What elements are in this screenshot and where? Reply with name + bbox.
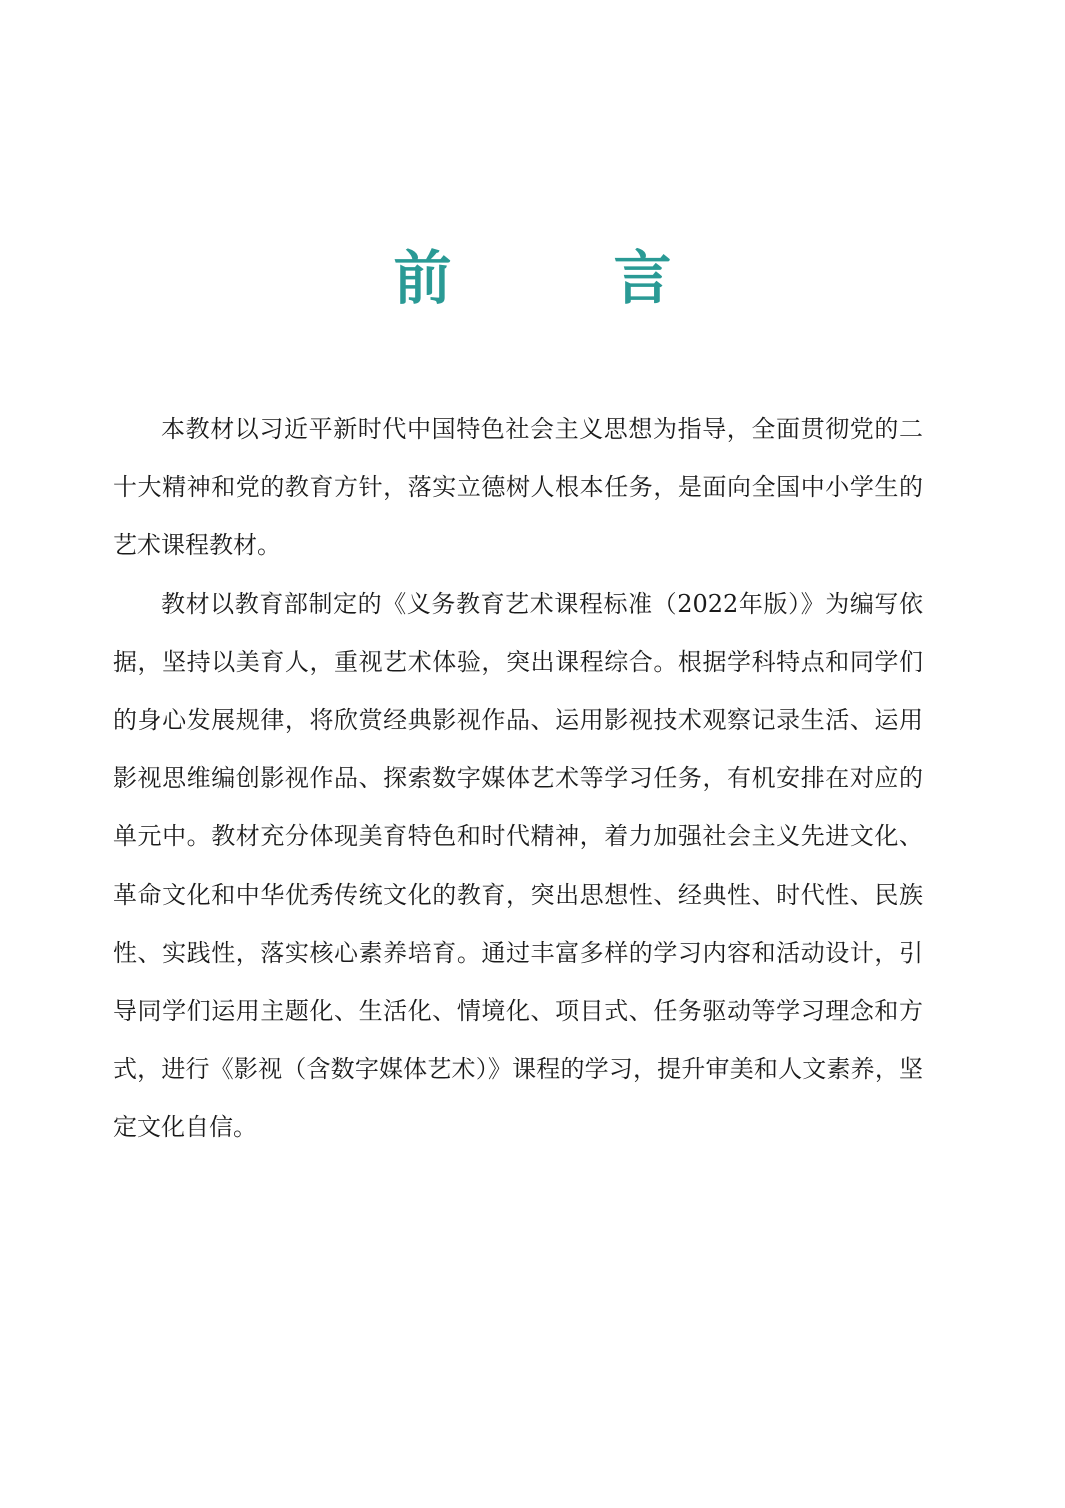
preface-body bbox=[113, 400, 923, 1157]
page-title: 前 言 bbox=[393, 244, 724, 312]
paragraph-2: 教材以教育部制定的《义务教育艺术课程标准（2022年版）》为编写依据，坚持以美育人，重视艺术体验，突出课程综合。根据学科特点和同学们的身心发展规律，将欣赏经典影视作品、运用影视技术观察记录生活、运用影视思维编创影视作品、探索数字媒体艺术等学习任务，有机安排在对应的单元中。教材充分体现美育特色和时代精神，着力加强社会主义先进文化、革命文化和中华优秀传统文化的教育，突出思想性、经典性、时代性、民族性、实践性，落实核心素养培育。通过丰富多样的学习内容和活动设计，引导同学们运用主题化、生活化、情境化、项目式、任务驱动等学习理念和方式，进行《影视（含数字媒体艺术）》课程的学习，提升审美和人文素养，坚定文化自信。 bbox=[113, 589, 923, 1142]
paragraph-1: 本教材以习近平新时代中国特色社会主义思想为指导，全面贯彻党的二十大精神和党的教育方针，落实立德树人根本任务，是面向全国中小学生的艺术课程教材。 bbox=[113, 415, 923, 560]
